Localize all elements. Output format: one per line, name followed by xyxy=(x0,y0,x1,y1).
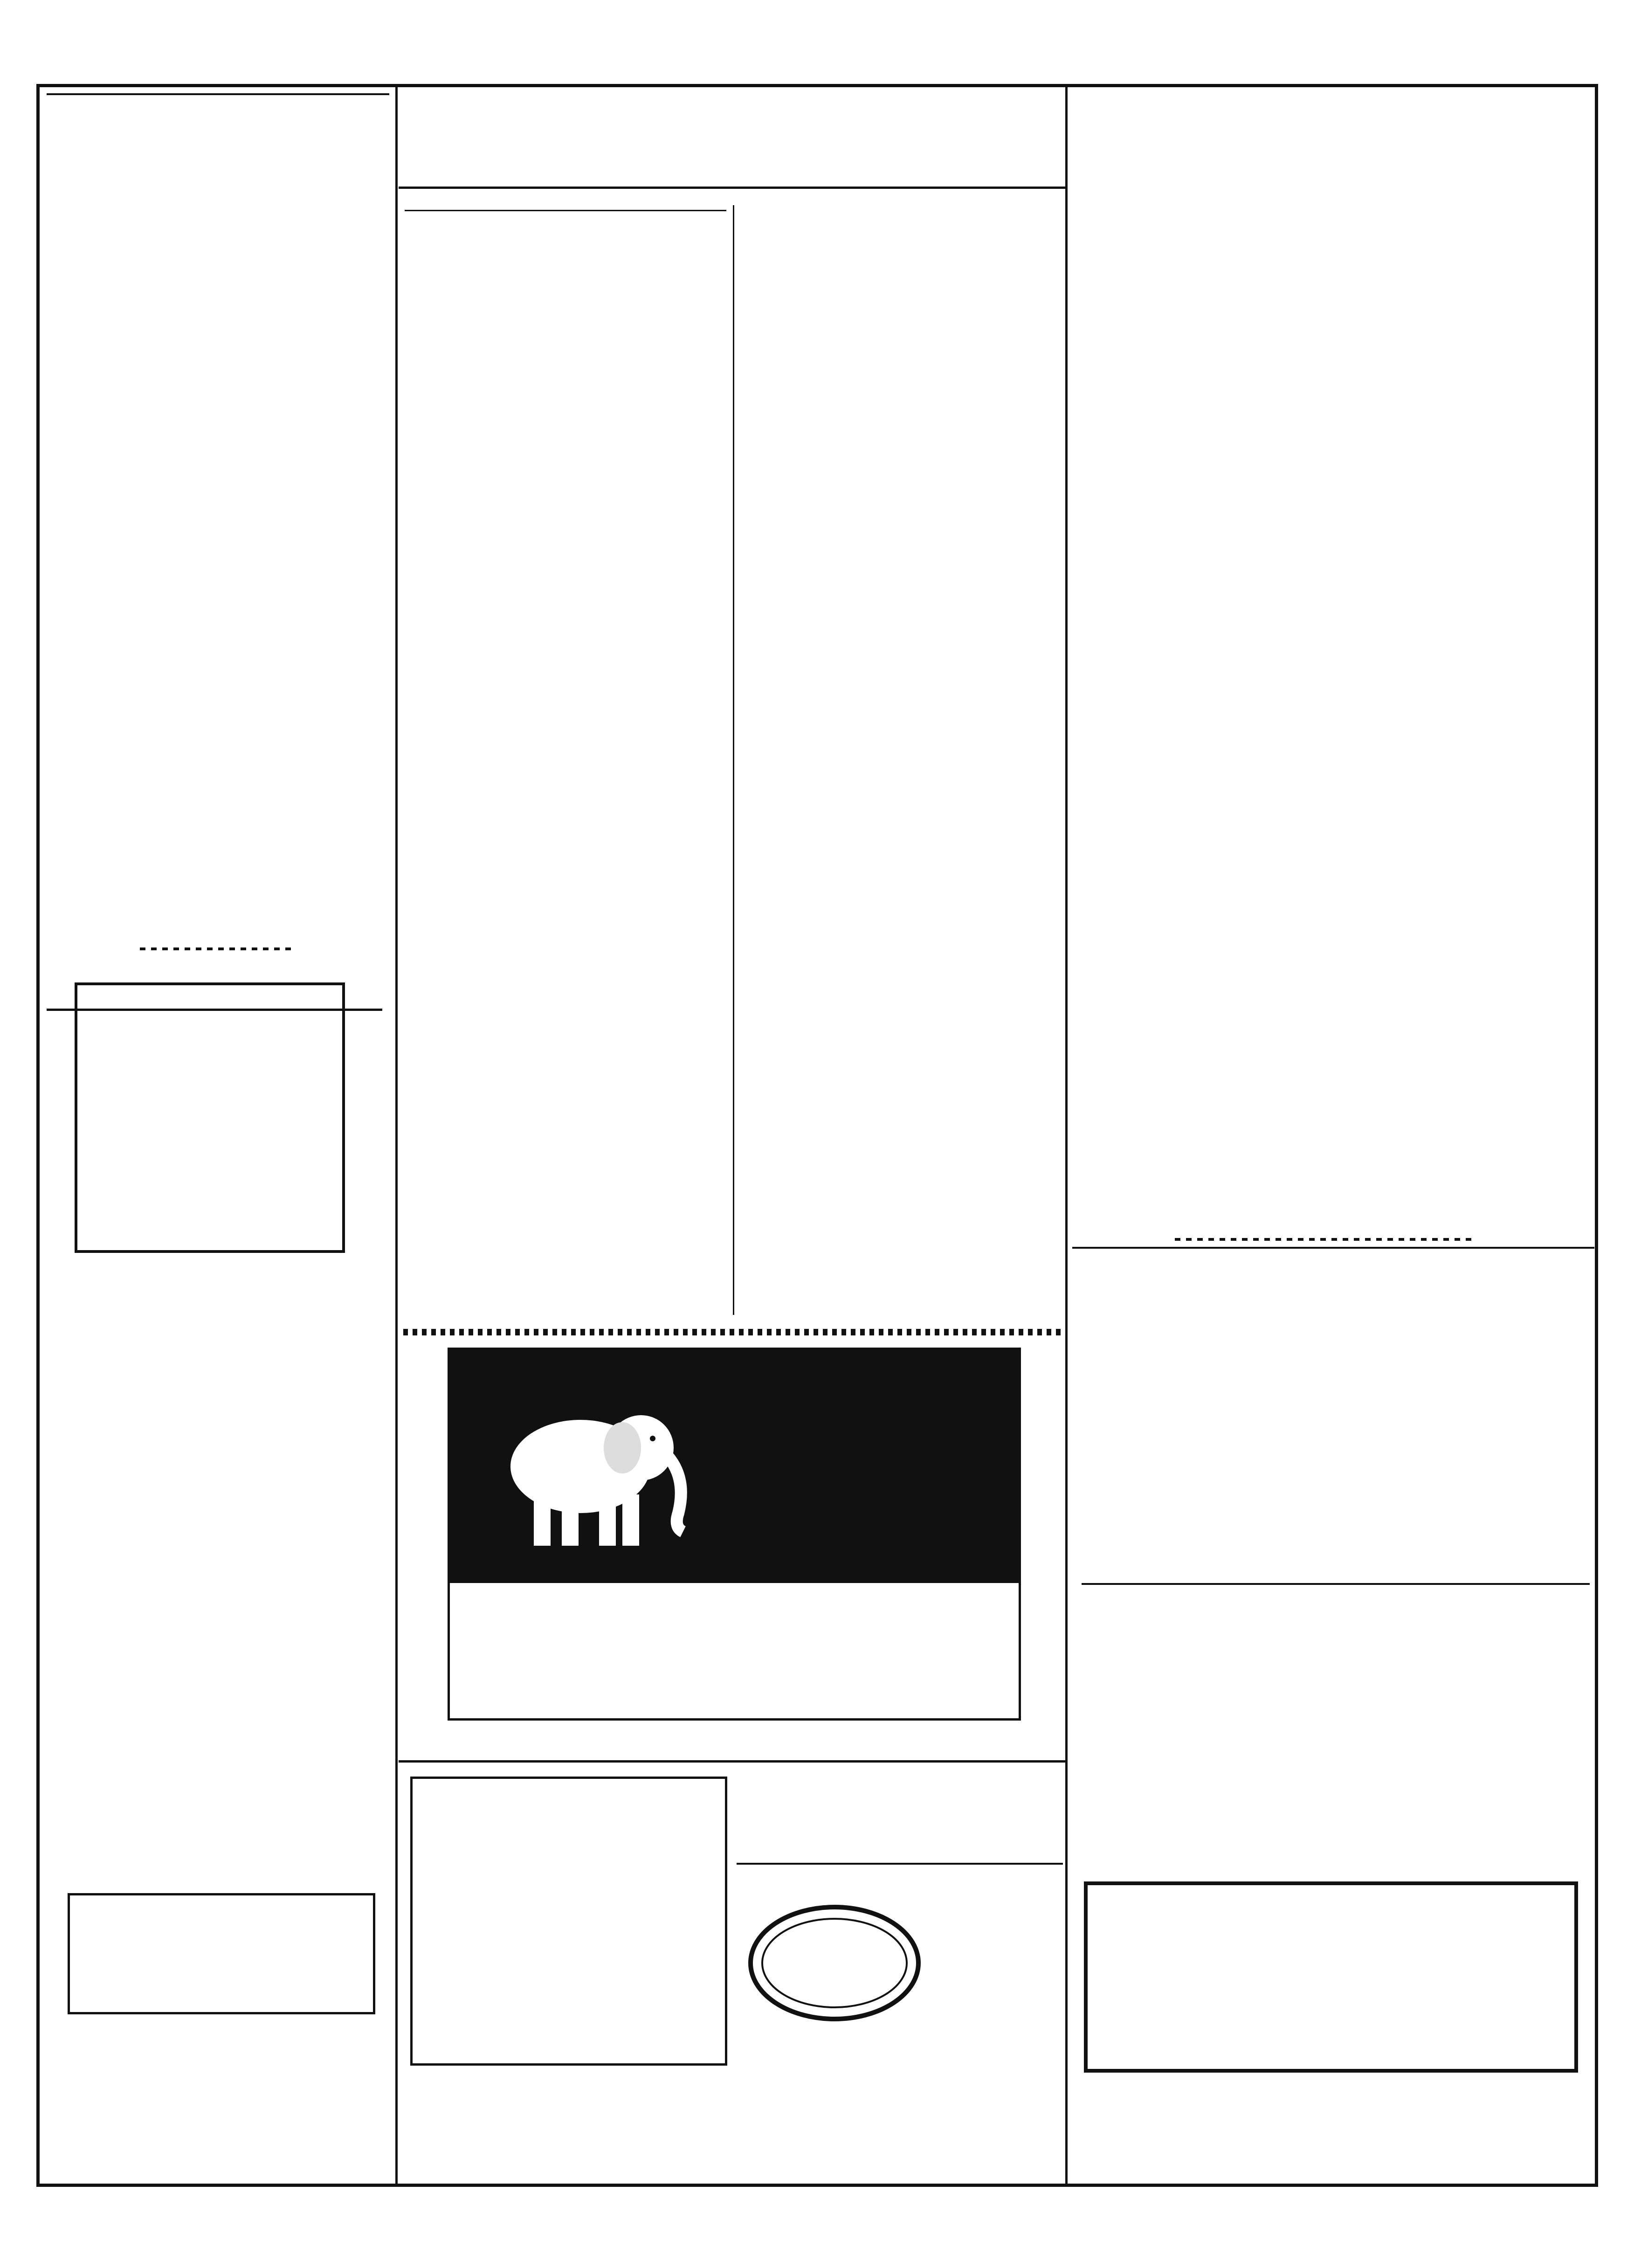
elephant-icon xyxy=(469,1383,692,1560)
ad-border-top xyxy=(403,1329,1061,1335)
montil-ad xyxy=(746,1874,1054,2070)
crossword-section xyxy=(47,954,389,1263)
sports-section xyxy=(47,93,389,100)
rule xyxy=(737,1863,1063,1865)
palacio-column-2 xyxy=(740,201,1060,207)
poem-section xyxy=(1072,98,1594,101)
crossword-puzzle xyxy=(47,962,389,1260)
column-rule xyxy=(395,86,398,2185)
mundana-section xyxy=(1072,1245,1594,1251)
rule xyxy=(1072,1247,1594,1249)
section-divider xyxy=(1175,1238,1473,1241)
column-rule xyxy=(1065,86,1068,2185)
crossword-grid xyxy=(75,982,345,1253)
cha-celeste-ad xyxy=(448,1348,1021,1721)
palacio-column-1 xyxy=(405,205,726,216)
tsf-ad xyxy=(410,1777,727,2066)
column-rule xyxy=(733,205,734,1315)
rule xyxy=(399,187,1065,189)
cha-ad-banner xyxy=(450,1350,1019,1583)
rule xyxy=(399,1760,1065,1763)
sports-section-title xyxy=(47,93,389,95)
tomyris-ad xyxy=(68,1893,375,2014)
vai-desistir-ad xyxy=(1084,1881,1578,2073)
rule xyxy=(1082,1583,1590,1585)
tauromaquia-section xyxy=(1082,1583,1590,1589)
palacio-headline-wrap xyxy=(401,91,1061,184)
montil-logo-icon xyxy=(746,1893,923,2033)
section-divider xyxy=(140,947,294,950)
rule xyxy=(405,210,726,211)
